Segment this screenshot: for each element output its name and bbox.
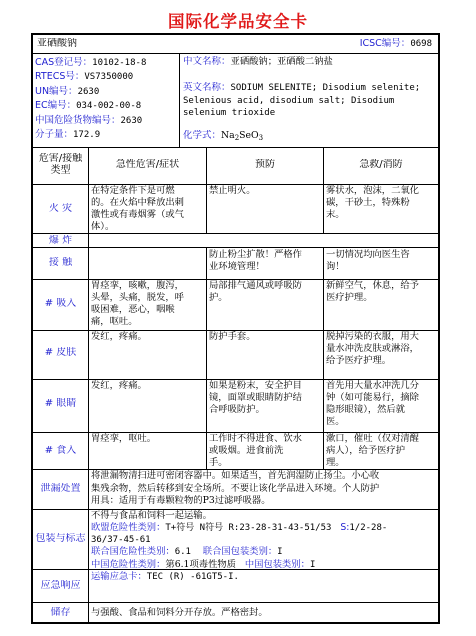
storage-text: 与强酸、食品和饲料分开存放。严格密封。	[91, 607, 268, 618]
inhalation-symptoms: 胃痉挛，咳嗽，腹泻， 头晕，头痛，脱发，呼 吸困难，恶心，咽喉 痛，呕吐。	[91, 280, 184, 327]
skin-firstaid: 脱掉污染的衣服，用大 量水冲洗皮肤或淋浴， 给予医疗护理。	[326, 331, 419, 366]
eyes-firstaid: 首先用大量水冲洗几分 钟（如可能易行，摘除 隐形眼镜），然后就 医。	[326, 380, 419, 427]
spill-text: 将泄漏物清扫进可密闭容器中。如果适当，首先润湿防止扬尘。小心收 集残余物，然后转移到安全场所。不要让该化学品进入环境。个人防护 用具：适用于有毒颗粒物的P3过滤呼吸器。	[91, 470, 380, 506]
chemical-formula: 化学式：$Na_2SeO_3$	[183, 130, 264, 142]
chinese-name: 中文名称：亚硒酸钠；亚硒酸二钠盐	[183, 56, 333, 67]
header-type: 危害/接触 类型	[38, 153, 83, 176]
emergency-label: 应急响应	[40, 580, 81, 591]
inhalation-prevention: 局部排气通风或呼吸防 护。	[209, 280, 302, 303]
ingestion-symptoms: 胃痉挛，呕吐。	[91, 433, 157, 444]
skin-prevention: 防护手套。	[209, 331, 256, 342]
fire-symptoms: 在特定条件下是可燃 的。在火焰中释放出刺 激性或有毒烟雾（或气 体）。	[91, 185, 184, 232]
safety-card	[31, 33, 440, 624]
identifiers-block: CAS登记号：10102-18-8 RTECS号：VS7350000 UN编号：2630 EC编号：034-002-00-8 中国危险货物编号：2630 分子量：172.9	[35, 57, 147, 141]
row-type-contact: 接 触	[48, 257, 73, 268]
row-type-inhalation: # 吸入	[44, 298, 77, 309]
row-type-eyes: # 眼睛	[44, 398, 77, 409]
header-prevention: 预防	[255, 159, 275, 170]
eyes-prevention: 如果是粉末，安全护目 镜，面罩或眼睛防护结 合呼吸防护。	[209, 380, 302, 415]
header-firstaid: 急救/消防	[359, 159, 403, 170]
fire-prevention: 禁止明火。	[209, 185, 256, 196]
contact-prevention: 防止粉尘扩散！严格作 业环境管理！	[209, 249, 302, 272]
header-symptoms: 急性危害/症状	[115, 159, 180, 170]
icsc-value: 0698	[410, 39, 432, 49]
english-name: 英文名称：SODIUM SELENITE; Disodium selenite; Selenious acid, disodium salt; Disodium selenium trioxide	[183, 82, 421, 119]
emergency-text: 运输应急卡：TEC (R) -61GT5-I.	[91, 571, 239, 582]
chemical-name: 亚硒酸钠	[37, 38, 77, 49]
inhalation-firstaid: 新鲜空气，休息，给予 医疗护理。	[326, 280, 419, 303]
ingestion-firstaid: 漱口，催吐（仅对清醒 病人），给予医疗护 理。	[326, 433, 419, 468]
skin-symptoms: 发红，疼痛。	[91, 331, 147, 342]
packaging-text: 不得与食品和饲料一起运输。 欧盟危险性类别：T+符号 N符号 R:23-28-31-43-51/53 S:1/2-28- 36/37-45-61 联合国危险性类别：6.1 联合国包装类别：I 中国危险性类别：第6.1项毒性物质 中国包装类别：I	[91, 510, 388, 571]
row-type-skin: # 皮肤	[44, 347, 77, 358]
spill-label: 泄漏处置	[40, 483, 81, 494]
icsc-number	[360, 38, 432, 50]
eyes-symptoms: 发红，疼痛。	[91, 380, 147, 391]
row-type-ingestion: # 食入	[44, 445, 77, 456]
packaging-label: 包装与标志	[35, 533, 86, 544]
row-type-explosion: 爆 炸	[48, 235, 73, 246]
storage-label: 储存	[50, 607, 71, 618]
icsc-label: ICSC编号：	[359, 38, 411, 49]
row-type-fire: 火 灾	[48, 203, 73, 214]
contact-firstaid: 一切情况均向医生咨 询！	[326, 249, 410, 272]
fire-firstaid: 雾状水，泡沫，二氧化 碳，干砂土，特殊粉 末。	[326, 185, 419, 220]
page-title: 国际化学品安全卡	[168, 12, 308, 31]
ingestion-prevention: 工作时不得进食、饮水 或吸烟。进食前洗 手。	[209, 433, 302, 468]
